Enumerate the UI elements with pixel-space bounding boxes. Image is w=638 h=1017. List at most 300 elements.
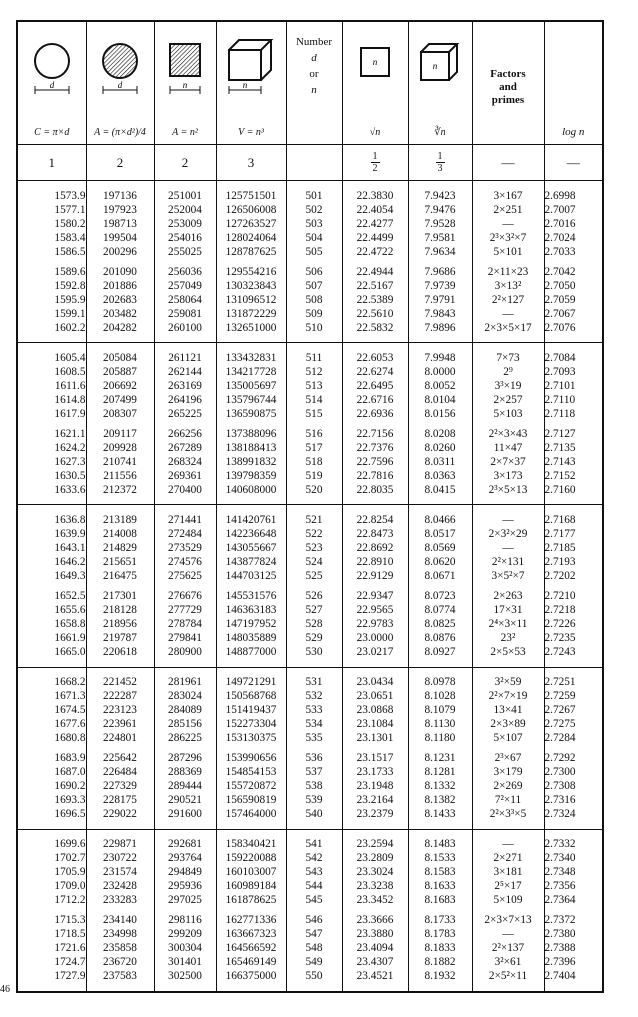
table-cell: 2.7118 <box>544 407 576 420</box>
table-cell: 531 <box>305 676 323 689</box>
table-cell: 509 <box>305 307 323 320</box>
table-cell: 502 <box>305 203 323 216</box>
table-cell: 3²×59 <box>494 676 522 689</box>
table-cell: 7.9896 <box>424 321 456 334</box>
table-cell: 8.1882 <box>424 956 456 969</box>
table-cell: 8.1583 <box>424 866 456 879</box>
table-cell: 1605.4 <box>54 351 86 364</box>
table-cell: 261121 <box>168 351 202 364</box>
table-cell: 23.0434 <box>356 676 394 689</box>
hatched-square-icon <box>162 36 208 98</box>
table-cell: 279841 <box>168 632 202 645</box>
table-cell: 7.9581 <box>424 231 456 244</box>
table-cell: 281961 <box>168 676 202 689</box>
column-cbrt <box>408 829 472 991</box>
colnum-1: 1 <box>18 145 86 181</box>
table-cell: 8.0927 <box>424 646 456 659</box>
column-n <box>286 181 342 343</box>
table-cell: 256036 <box>168 265 202 278</box>
table-cell: 163667323 <box>225 928 277 941</box>
column-log <box>544 667 602 829</box>
table-cell: 1671.3 <box>54 690 86 703</box>
table-cell: 8.0415 <box>424 483 456 496</box>
table-cell: 2×3²×29 <box>488 528 528 541</box>
table-cell: 8.0517 <box>424 528 456 541</box>
table-cell: 8.1683 <box>424 894 456 907</box>
table-cell: 287296 <box>168 752 202 765</box>
column-cube <box>216 343 286 505</box>
table-cell: 2.7348 <box>544 866 576 879</box>
table-cell: 550 <box>305 970 323 983</box>
table-cell: — <box>502 928 514 941</box>
table-cell: 166375000 <box>225 970 277 983</box>
table-cell: 272484 <box>168 528 202 541</box>
table-cell: 201090 <box>103 265 137 278</box>
table-cell: 156590819 <box>225 794 277 807</box>
table-cell: 2.7388 <box>544 942 576 955</box>
table-cell: 233283 <box>103 894 137 907</box>
table-cell: 276676 <box>168 590 202 603</box>
table-cell: 23.1733 <box>356 766 394 779</box>
table-cell: 222287 <box>103 690 137 703</box>
table-cell: — <box>502 542 514 555</box>
table-cell: 2.7243 <box>544 646 576 659</box>
table-cell: 288369 <box>168 766 202 779</box>
table-cell: 2.7127 <box>544 427 576 440</box>
table-cell: 2.7292 <box>544 752 576 765</box>
table-cell: 513 <box>305 379 323 392</box>
table-cell: 1583.4 <box>54 231 86 244</box>
table-cell: 269361 <box>168 469 202 482</box>
table-cell: 2.7024 <box>544 231 576 244</box>
table-cell: 23.3024 <box>356 866 394 879</box>
table-cell: 277729 <box>168 604 202 617</box>
column-cbrt <box>408 181 472 343</box>
column-number-row <box>18 145 602 181</box>
table-cell: 2.7016 <box>544 217 576 230</box>
log-label: log n <box>562 126 585 139</box>
table-cell: 140608000 <box>225 483 277 496</box>
table-cell: 3×173 <box>493 469 523 482</box>
table-cell: 125751501 <box>225 189 277 202</box>
table-cell: 525 <box>305 570 323 583</box>
table-cell: 138188413 <box>225 441 277 454</box>
table-cell: 2.7050 <box>544 279 576 292</box>
cbrt-label: ∛n <box>434 127 446 139</box>
table-cell: 8.1533 <box>424 852 456 865</box>
table-cell: 165469149 <box>225 956 277 969</box>
table-cell: 205887 <box>103 365 137 378</box>
table-cell: 2.7210 <box>544 590 576 603</box>
table-cell: 152273304 <box>225 718 277 731</box>
table-cell: 216475 <box>103 570 137 583</box>
table-cell: 2.7193 <box>544 556 576 569</box>
table-cell: 259081 <box>168 307 202 320</box>
column-circ <box>18 505 86 667</box>
table-cell: 234140 <box>103 914 137 927</box>
table-cell: 215651 <box>103 556 137 569</box>
table-cell: 1646.2 <box>54 556 86 569</box>
column-log <box>544 343 602 505</box>
table-cell: 1665.0 <box>54 646 86 659</box>
table-cell: 2.7093 <box>544 365 576 378</box>
table-cell: 264196 <box>168 393 202 406</box>
circle-icon <box>29 36 75 98</box>
table-cell: 23.3452 <box>356 894 394 907</box>
table-cell: 158340421 <box>225 838 277 851</box>
column-circ <box>18 667 86 829</box>
table-cell: 8.0363 <box>424 469 456 482</box>
hatched-circle-icon <box>97 36 143 98</box>
table-cell: 7×73 <box>496 351 520 364</box>
table-cell: 286225 <box>168 732 202 745</box>
column-circ <box>18 343 86 505</box>
table-cell: 8.0825 <box>424 618 456 631</box>
table-cell: 8.0052 <box>424 379 456 392</box>
table-cell: 209117 <box>103 427 137 440</box>
table-cell: 1611.6 <box>54 379 86 392</box>
table-cell: 8.1633 <box>424 880 456 893</box>
table-cell: 149721291 <box>225 676 277 689</box>
table-cell: 8.1783 <box>424 928 456 941</box>
table-cell: 262144 <box>168 365 202 378</box>
table-cell: 1712.2 <box>54 894 86 907</box>
table-cell: 230722 <box>103 852 137 865</box>
table-cell: 159220088 <box>225 852 277 865</box>
table-cell: 221452 <box>103 676 137 689</box>
table-cell: 1702.7 <box>54 852 86 865</box>
table-cell: 524 <box>305 556 323 569</box>
table-cell: 207499 <box>103 393 137 406</box>
table-cell: 157464000 <box>225 808 277 821</box>
column-sqrt <box>342 505 408 667</box>
table-cell: 1715.3 <box>54 914 86 927</box>
table-cell: 229022 <box>103 808 137 821</box>
table-cell: 7.9739 <box>424 279 456 292</box>
table-cell: 2.7135 <box>544 441 576 454</box>
cube-icon <box>223 36 279 98</box>
table-cell: 267289 <box>168 441 202 454</box>
table-cell: 512 <box>305 365 323 378</box>
table-cell: 543 <box>305 866 323 879</box>
table-cell: 218956 <box>103 618 137 631</box>
table-cell: 2.7160 <box>544 483 576 496</box>
table-cell: 501 <box>305 189 323 202</box>
table-cell: 2³×67 <box>494 752 522 765</box>
table-cell: 22.7816 <box>356 469 394 482</box>
table-cell: 1690.2 <box>54 780 86 793</box>
table-cell: 521 <box>305 514 323 527</box>
table-cell: 2.7101 <box>544 379 576 392</box>
table-cell: 263169 <box>168 379 202 392</box>
table-cell: 540 <box>305 808 323 821</box>
table-cell: 528 <box>305 618 323 631</box>
box-n-label: n <box>372 57 378 67</box>
table-cell: 2⁹ <box>503 365 513 378</box>
table-cell: 197923 <box>103 203 137 216</box>
header-area <box>86 22 154 145</box>
table-cell: 23.0868 <box>356 704 394 717</box>
table-cell: 253009 <box>168 217 202 230</box>
table-cell: 23.2379 <box>356 808 394 821</box>
circumference-formula: C = π×d <box>34 127 70 139</box>
table-cell: 2.6998 <box>544 189 576 202</box>
column-cbrt <box>408 667 472 829</box>
table-cell: 7²×11 <box>494 794 522 807</box>
column-circ <box>18 829 86 991</box>
table-cell: 2×257 <box>493 393 523 406</box>
column-sqrt <box>342 343 408 505</box>
table-cell: 1668.2 <box>54 676 86 689</box>
table-cell: — <box>502 838 514 851</box>
table-cell: 278784 <box>168 618 202 631</box>
table-cell: 22.9347 <box>356 590 394 603</box>
table-cell: 7.9528 <box>424 217 456 230</box>
table-cell: 214829 <box>103 542 137 555</box>
table-cell: 8.1231 <box>424 752 456 765</box>
table-cell: 291600 <box>168 808 202 821</box>
table-cell: 8.1932 <box>424 970 456 983</box>
column-area <box>86 667 154 829</box>
colnum-3: 2 <box>154 145 216 181</box>
table-cell: 7.9843 <box>424 307 456 320</box>
table-cell: 23² <box>500 632 516 645</box>
table-cell: 224801 <box>103 732 137 745</box>
table-cell: 2.7404 <box>544 970 576 983</box>
table-cell: 1652.5 <box>54 590 86 603</box>
table-cell: 2.7259 <box>544 690 576 703</box>
table-cell: 536 <box>305 752 323 765</box>
table-cell: 8.0000 <box>424 365 456 378</box>
column-cube <box>216 667 286 829</box>
table-cell: 2×11×23 <box>487 265 529 278</box>
table-cell: 1655.6 <box>54 604 86 617</box>
table-cell: 160989184 <box>225 880 277 893</box>
table-cell: 541 <box>305 838 323 851</box>
table-cell: 302500 <box>168 970 202 983</box>
table-cell: 22.6274 <box>356 365 394 378</box>
table-cell: 5×107 <box>493 732 523 745</box>
table-block <box>18 667 602 829</box>
table-cell: 516 <box>305 427 323 440</box>
table-cell: 519 <box>305 469 323 482</box>
table-cell: 23.0000 <box>356 632 394 645</box>
column-n <box>286 667 342 829</box>
colnum-2: 2 <box>86 145 154 181</box>
table-cell: 295936 <box>168 880 202 893</box>
table-cell: 530 <box>305 646 323 659</box>
header-cube <box>216 22 286 145</box>
column-n <box>286 505 342 667</box>
table-cell: 2.7267 <box>544 704 576 717</box>
table-cell: 160103007 <box>225 866 277 879</box>
table-cell: 258064 <box>168 293 202 306</box>
header-cbrt <box>408 22 472 145</box>
table-cell: 8.1833 <box>424 942 456 955</box>
table-cell: 1595.9 <box>54 293 86 306</box>
table-cell: 139798359 <box>225 469 277 482</box>
column-cbrt <box>408 343 472 505</box>
table-cell: 2.7340 <box>544 852 576 865</box>
table-cell: 275625 <box>168 570 202 583</box>
colnum-8: — <box>472 145 544 181</box>
table-cell: 2.7396 <box>544 956 576 969</box>
table-cell: 2×269 <box>493 780 523 793</box>
table-cell: 227329 <box>103 780 137 793</box>
table-cell: 11×47 <box>493 441 523 454</box>
table-cell: 544 <box>305 880 323 893</box>
table-cell: 148877000 <box>225 646 277 659</box>
table-cell: 3×5²×7 <box>491 570 525 583</box>
table-cell: 542 <box>305 852 323 865</box>
table-cell: 23.2809 <box>356 852 394 865</box>
column-fac <box>472 829 544 991</box>
table-cell: 2.7300 <box>544 766 576 779</box>
table-cell: 1649.3 <box>54 570 86 583</box>
table-cell: — <box>502 307 514 320</box>
table-cell: 8.0620 <box>424 556 456 569</box>
table-cell: 2×7×37 <box>490 455 526 468</box>
table-cell: 2²×137 <box>491 942 525 955</box>
table-cell: 1617.9 <box>54 407 86 420</box>
table-cell: 135796744 <box>225 393 277 406</box>
table-cell: 144703125 <box>225 570 277 583</box>
column-sq <box>154 667 216 829</box>
table-cell: 5×103 <box>493 407 523 420</box>
table-cell: 2×3×89 <box>490 718 526 731</box>
table-cell: 8.0569 <box>424 542 456 555</box>
table-cell: 208307 <box>103 407 137 420</box>
table-cell: 292681 <box>168 838 202 851</box>
table-cell: 218128 <box>103 604 137 617</box>
table-cell: 7.9634 <box>424 245 456 258</box>
table-cell: 7.9791 <box>424 293 456 306</box>
table-cell: 1709.0 <box>54 880 86 893</box>
column-area <box>86 181 154 343</box>
header-row <box>18 22 602 145</box>
column-cube <box>216 829 286 991</box>
column-n <box>286 343 342 505</box>
table-cell: 217301 <box>103 590 137 603</box>
table-cell: 232428 <box>103 880 137 893</box>
table-block <box>18 343 602 505</box>
dim-d-label: d <box>49 80 54 90</box>
table-cell: 23.4094 <box>356 942 394 955</box>
table-cell: 223961 <box>103 718 137 731</box>
column-circ <box>18 181 86 343</box>
table-cell: 2⁴×3×11 <box>488 618 528 631</box>
table-cell: 8.1382 <box>424 794 456 807</box>
table-cell: 1577.1 <box>54 203 86 216</box>
header-number <box>286 22 342 145</box>
table-cell: 3×13² <box>494 279 522 292</box>
table-cell: 8.0260 <box>424 441 456 454</box>
table-cell: 2³×3²×7 <box>489 231 527 244</box>
table-cell: 132651000 <box>225 321 277 334</box>
table-cell: 131096512 <box>225 293 277 306</box>
table-cell: 1586.5 <box>54 245 86 258</box>
table-cell: 1680.8 <box>54 732 86 745</box>
table-cell: 22.7596 <box>356 455 394 468</box>
table-cell: 289444 <box>168 780 202 793</box>
factors-label: Factors and primes <box>490 68 526 106</box>
table-cell: 143055667 <box>225 542 277 555</box>
table-cell: 134217728 <box>225 365 277 378</box>
table-cell: 1677.6 <box>54 718 86 731</box>
column-log <box>544 829 602 991</box>
table-cell: 1727.9 <box>54 970 86 983</box>
column-sq <box>154 343 216 505</box>
table-block <box>18 505 602 667</box>
table-cell: 138991832 <box>225 455 277 468</box>
cube-box-icon <box>415 40 465 86</box>
table-cell: 518 <box>305 455 323 468</box>
table-cell: 1718.5 <box>54 928 86 941</box>
table-cell: 2.7059 <box>544 293 576 306</box>
table-cell: 22.8692 <box>356 542 394 555</box>
table-cell: 2.7226 <box>544 618 576 631</box>
column-log <box>544 505 602 667</box>
table-cell: 23.4307 <box>356 956 394 969</box>
table-cell: 2⁵×17 <box>494 880 522 893</box>
table-cell: 517 <box>305 441 323 454</box>
table-cell: 268324 <box>168 455 202 468</box>
table-cell: 8.0311 <box>424 455 456 468</box>
table-cell: 523 <box>305 542 323 555</box>
table-cell: 142236648 <box>225 528 277 541</box>
table-cell: 22.3830 <box>356 189 394 202</box>
table-cell: 133432831 <box>225 351 277 364</box>
table-cell: 8.0876 <box>424 632 456 645</box>
table-cell: 2.7356 <box>544 880 576 893</box>
table-cell: 293764 <box>168 852 202 865</box>
table-cell: 511 <box>305 351 323 364</box>
table-cell: 8.0723 <box>424 590 456 603</box>
table-cell: 143877824 <box>225 556 277 569</box>
table-cell: 526 <box>305 590 323 603</box>
table-cell: 280900 <box>168 646 202 659</box>
table-cell: 22.8254 <box>356 514 394 527</box>
table-cell: 2.7284 <box>544 732 576 745</box>
table-cell: 148035889 <box>225 632 277 645</box>
table-cell: 23.1301 <box>356 732 394 745</box>
table-cell: 22.7376 <box>356 441 394 454</box>
table-cell: 2.7218 <box>544 604 576 617</box>
table-cell: 8.1180 <box>424 732 456 745</box>
table-cell: 150568768 <box>225 690 277 703</box>
table-cell: 273529 <box>168 542 202 555</box>
table-cell: 254016 <box>168 231 202 244</box>
header-log <box>544 22 602 145</box>
table-cell: 1687.0 <box>54 766 86 779</box>
table-cell: 8.1733 <box>424 914 456 927</box>
table-cell: 1633.6 <box>54 483 86 496</box>
table-cell: 23.0217 <box>356 646 394 659</box>
table-cell: 290521 <box>168 794 202 807</box>
table-cell: 23.1517 <box>356 752 394 765</box>
table-frame <box>16 20 604 993</box>
table-cell: 231574 <box>103 866 137 879</box>
table-cell: 131872229 <box>225 307 277 320</box>
table-cell: 22.9783 <box>356 618 394 631</box>
table-cell: 23.3238 <box>356 880 394 893</box>
table-cell: 126506008 <box>225 203 277 216</box>
column-n <box>286 829 342 991</box>
table-cell: 506 <box>305 265 323 278</box>
table-cell: 23.2594 <box>356 838 394 851</box>
table-cell: 2.7110 <box>544 393 576 406</box>
table-cell: 2²×127 <box>491 293 525 306</box>
